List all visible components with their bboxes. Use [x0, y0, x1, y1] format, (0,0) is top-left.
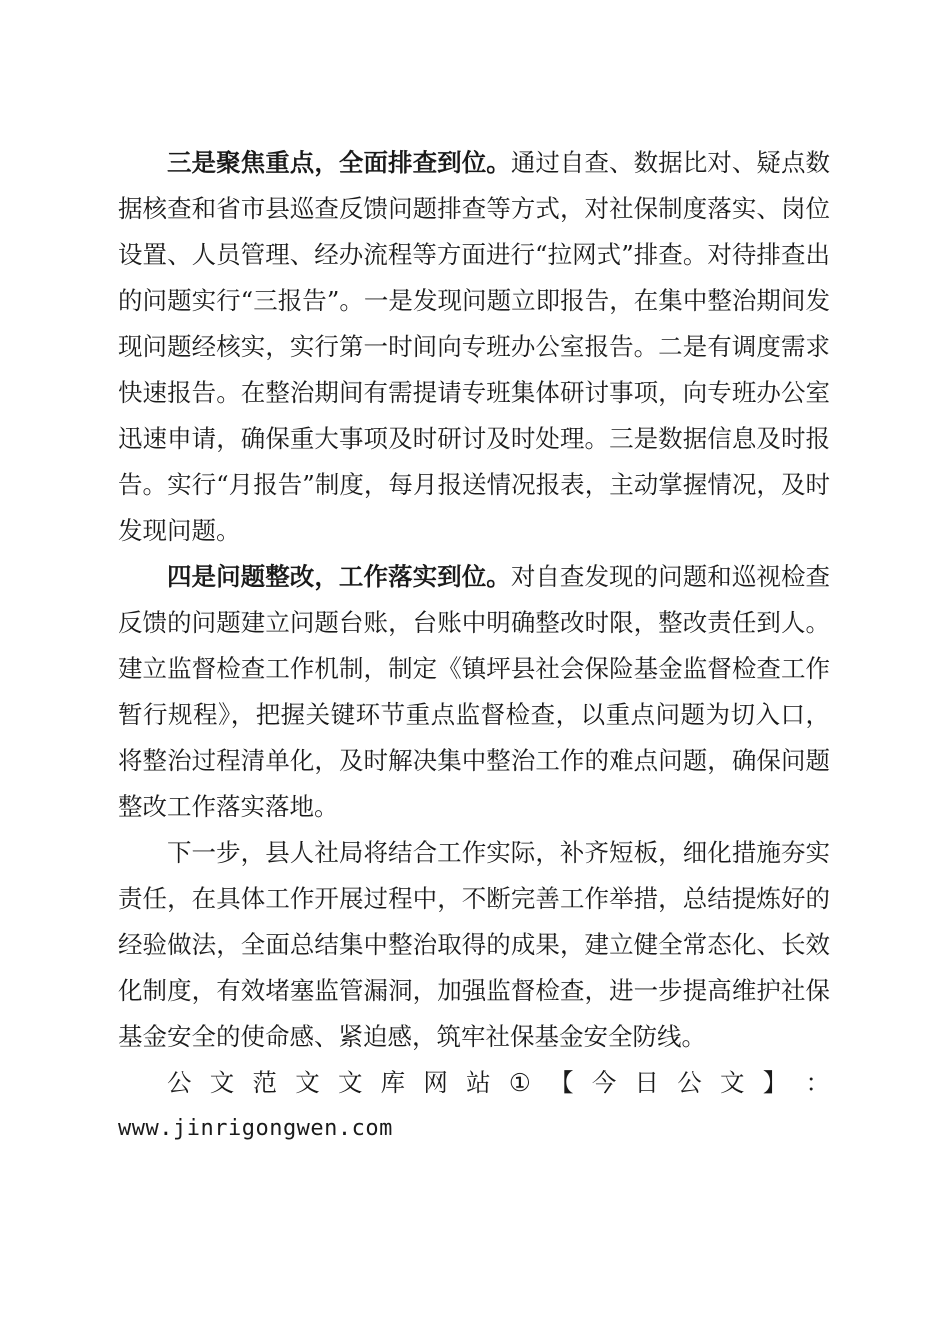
- paragraph-1: [118, 140, 830, 554]
- footer-char: 网: [423, 1068, 448, 1097]
- footer-char: 公: [167, 1068, 192, 1097]
- paragraph-lead: 三是聚焦重点，全面排查到位。: [167, 148, 511, 177]
- footer-char: 今: [591, 1068, 617, 1097]
- paragraph-body: 通过自查、数据比对、疑点数据核查和省市县巡查反馈问题排查等方式，对社保制度落实、岗位设置、人员管理、经办流程等方面进行“拉网式”排查。对待排查出的问题实行“三报告”。一是发现问题立即报告，在集中整治期间发现问题经核实，实行第一时间向专班办公室报告。二是有调度需求快速报告。在整治期间有需提请专班集体研讨事项，向专班办公室迅速申请，确保重大事项及时研讨及时处理。三是数据信息及时报告。实行“月报告”制度，每月报送情况报表，主动掌握情况，及时发现问题。: [118, 148, 831, 545]
- footer-char: 日: [634, 1068, 660, 1097]
- paragraph-body: 对自查发现的问题和巡视检查反馈的问题建立问题台账，台账中明确整改时限，整改责任到人。建立监督检查工作机制，制定《镇坪县社会保险基金监督检查工作暂行规程》，把握关键环节重点监督检查，以重点问题为切入口，将整治过程清单化，及时解决集中整治工作的难点问题，确保问题整改工作落实落地。: [118, 562, 831, 821]
- footer-char: ①: [508, 1068, 531, 1097]
- footer-source-line: [118, 1060, 830, 1106]
- footer-char: 文: [209, 1068, 235, 1097]
- footer-char: 库: [380, 1068, 406, 1097]
- footer-char: 【: [549, 1068, 574, 1097]
- footer-char: 范: [252, 1068, 277, 1097]
- footer-char: 文: [720, 1068, 745, 1097]
- paragraph-lead: 四是问题整改，工作落实到位。: [167, 562, 511, 591]
- footer-char: ：: [805, 1068, 830, 1097]
- footer-char: 公: [677, 1068, 702, 1097]
- footer-char: 站: [466, 1068, 491, 1097]
- document-page: [118, 140, 830, 1152]
- footer-char: 文: [337, 1068, 363, 1097]
- paragraph-body: 下一步，县人社局将结合工作实际，补齐短板，细化措施夯实责任，在具体工作开展过程中，不断完善工作举措，总结提炼好的经验做法，全面总结集中整治取得的成果，建立健全常态化、长效化制度，有效堵塞监管漏洞，加强监督检查，进一步提高维护社保基金安全的使命感、紧迫感，筑牢社保基金安全防线。: [118, 838, 830, 1051]
- footer-url[interactable]: www.jinrigongwen.com: [118, 1116, 393, 1141]
- paragraph-2: [118, 554, 830, 830]
- footer-char: 】: [762, 1068, 788, 1097]
- paragraph-3: [118, 830, 830, 1060]
- footer-char: 文: [295, 1068, 320, 1097]
